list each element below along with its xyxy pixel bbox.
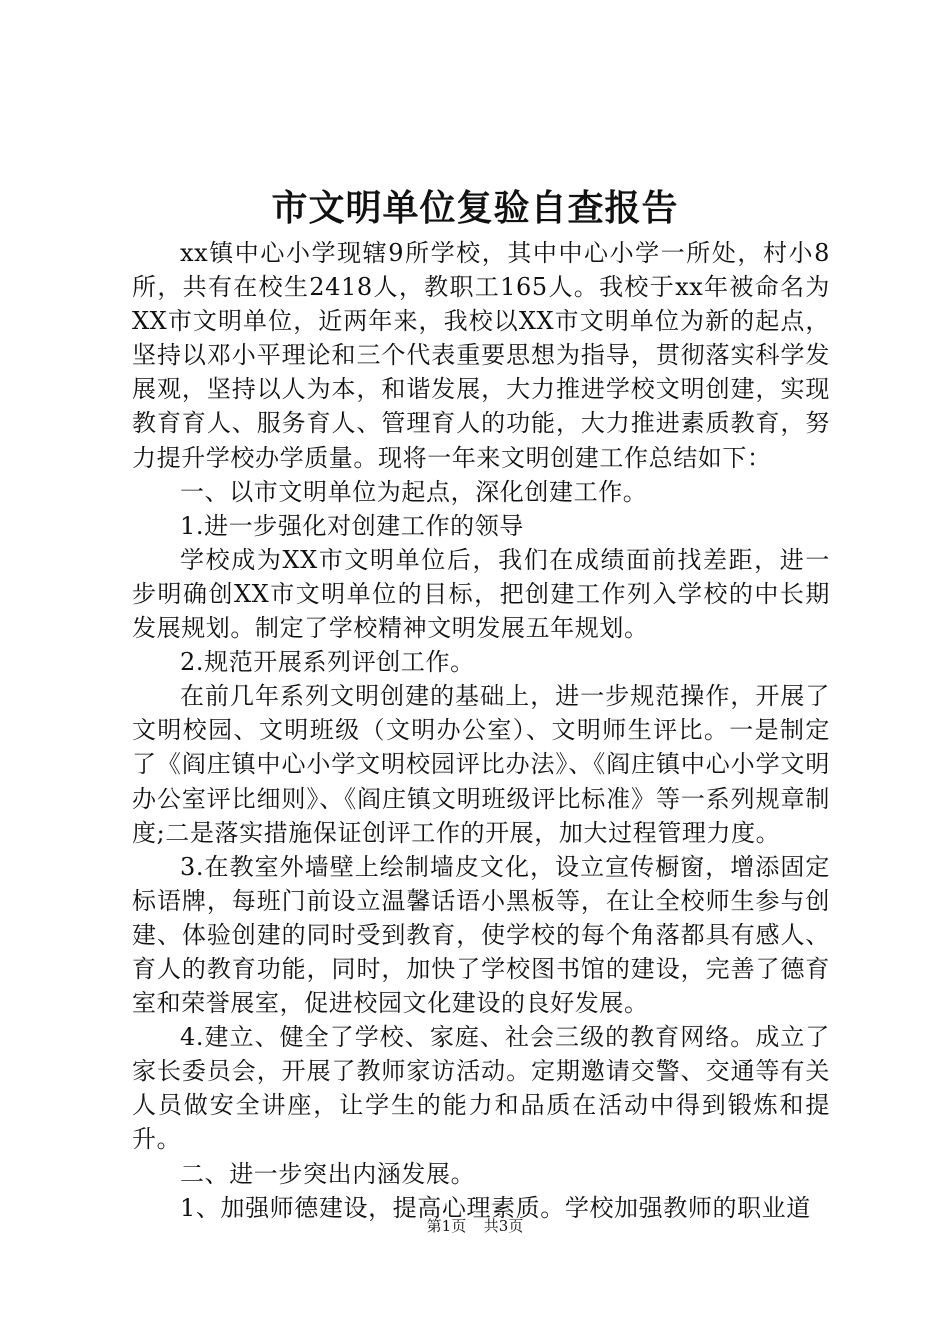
- paragraph-1-4: 4.建立、健全了学校、家庭、社会三级的教育网络。成立了家长委员会，开展了教师家访活动。定期邀请交警、交通等有关人员做安全讲座，让学生的能力和品质在活动中得到锻炼和提升。: [132, 1023, 830, 1154]
- paragraph-1-3: 3.在教室外墙壁上绘制墙皮文化，设立宣传橱窗，增添固定标语牌，每班门前设立温馨话语小黑板等，在让全校师生参与创建、体验创建的同时受到教育，使学校的每个角落都具有感人、育人的教育功能，同时，加快了学校图书馆的建设，完善了德育室和荣誉展室，促进校园文化建设的良好发展。: [132, 852, 830, 1018]
- page-footer: [0, 1216, 950, 1236]
- paragraph-intro: xx镇中心小学现辖9所学校，其中中心小学一所处，村小8所，共有在校生2418人，教职工165人。我校于xx年被命名为XX市文明单位，近两年来，我校以XX市文明单位为新的起点，坚持以邓小平理论和三个代表重要思想为指导，贯彻落实科学发展观，坚持以人为本，和谐发展，大力推进学校文明创建，实现教育育人、服务育人、管理育人的功能，大力推进素质教育，努力提升学校办学质量。现将一年来文明创建工作总结如下：: [132, 239, 830, 472]
- section-heading-1: 一、以市文明单位为起点，深化创建工作。: [180, 477, 648, 506]
- document-body: [132, 236, 830, 1225]
- section-heading-2: 二、进一步突出内涵发展。: [180, 1159, 476, 1188]
- paragraph-1-1: 学校成为XX市文明单位后，我们在成绩面前找差距，进一步明确创XX市文明单位的目标，把创建工作列入学校的中长期发展规划。制定了学校精神文明发展五年规划。: [132, 545, 830, 643]
- document-title: 市文明单位复验自查报告: [271, 187, 679, 229]
- paragraph-2-1: 1、加强师德建设，提高心理素质。学校加强教师的职业道: [180, 1193, 811, 1222]
- subheading-1-1: 1.进一步强化对创建工作的领导: [180, 511, 524, 540]
- page-number: 第1页: [426, 1217, 467, 1235]
- subheading-1-2: 2.规范开展系列评创工作。: [180, 648, 475, 677]
- paragraph-1-2: 在前几年系列文明创建的基础上，进一步规范操作，开展了文明校园、文明班级（文明办公室）、文明师生评比。一是制定了《阎庄镇中心小学文明校园评比办法》、《阎庄镇中心小学文明办公室评比细则》、《阎庄镇文明班级评比标准》等一系列规章制度;二是落实措施保证创评工作的开展，加大过程管理力度。: [132, 682, 830, 847]
- page-total: 共3页: [483, 1217, 524, 1235]
